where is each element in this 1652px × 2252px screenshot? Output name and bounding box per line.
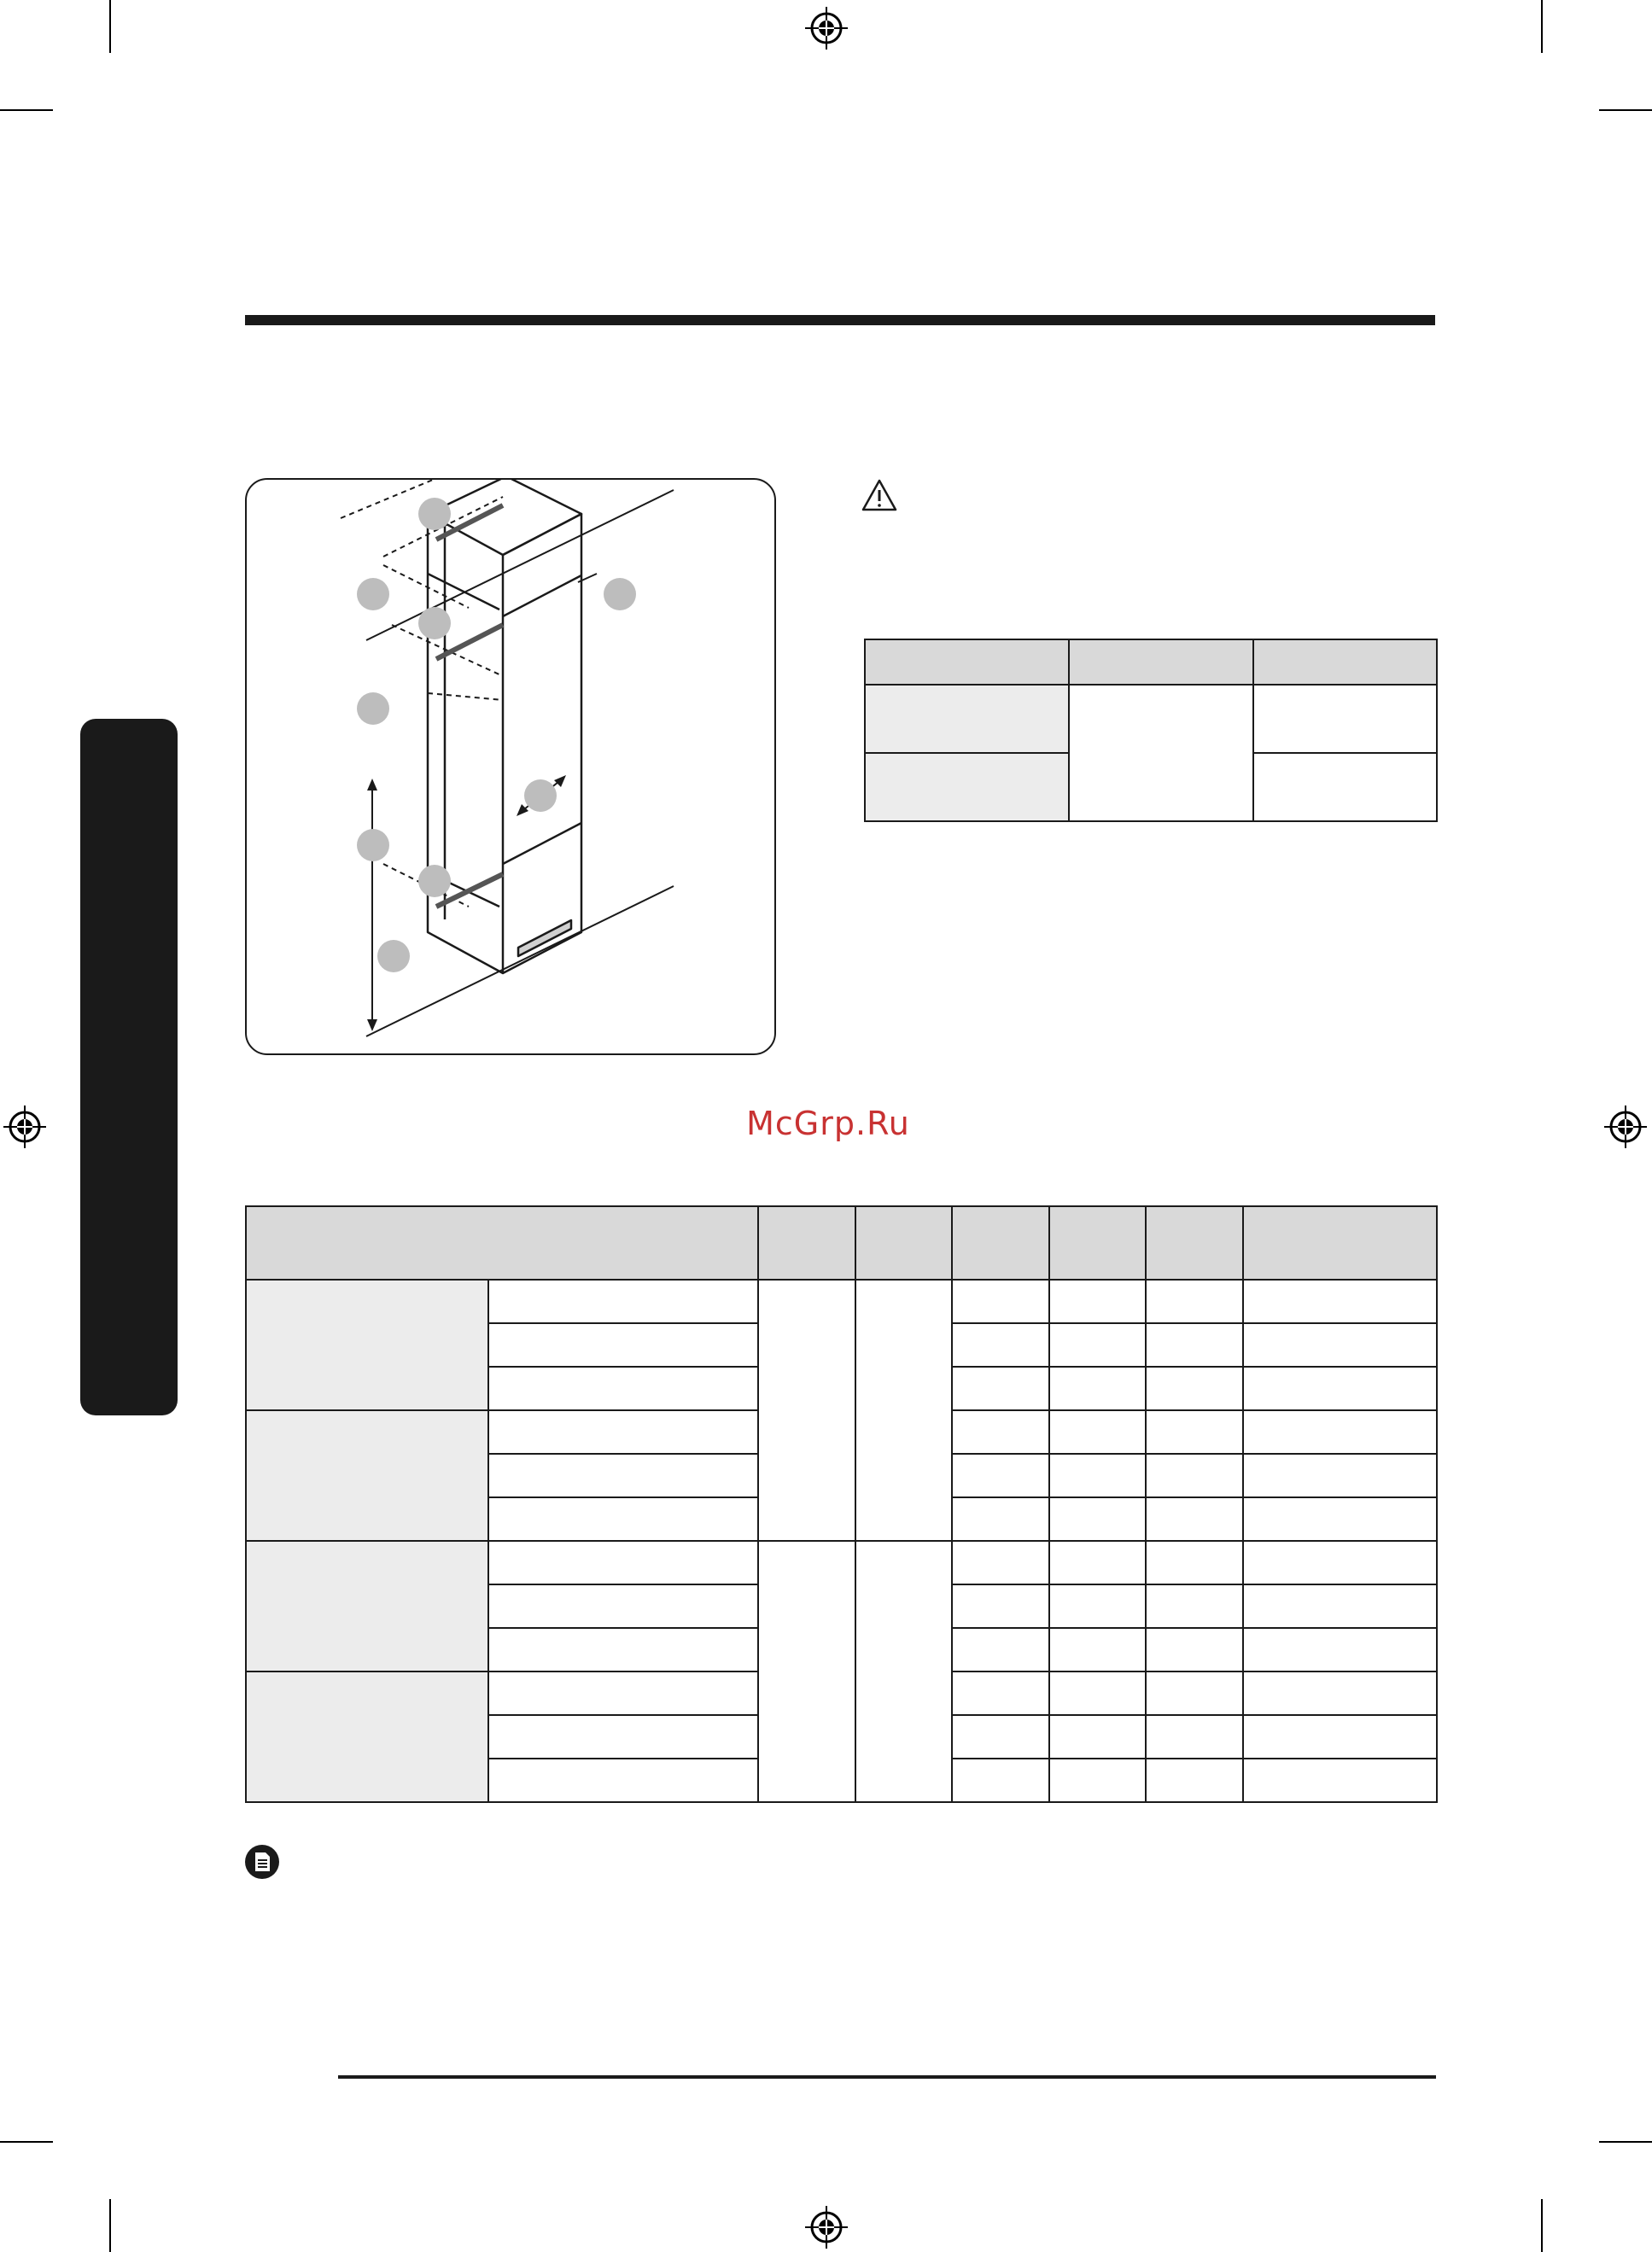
table-group-label (246, 1410, 488, 1541)
cabinet-diagram (247, 480, 774, 1053)
table-header-cell (1069, 639, 1253, 685)
registration-mark-icon (805, 7, 848, 50)
clearance-table (864, 639, 1438, 822)
registration-mark-icon (1604, 1106, 1647, 1148)
crop-mark-top-right-horizontal (1599, 109, 1652, 111)
table-group-label (246, 1541, 488, 1671)
crop-mark-top-right-vertical (1541, 0, 1543, 53)
table-header-cell (1243, 1206, 1437, 1280)
table-row-label (865, 753, 1069, 821)
table-header-cell (246, 1206, 758, 1280)
table-row-label (865, 685, 1069, 753)
watermark: McGrp.Ru (746, 1105, 910, 1142)
table-header-cell (758, 1206, 855, 1280)
crop-mark-top-left-horizontal (0, 109, 53, 111)
crop-mark-bottom-left-vertical (109, 2199, 111, 2252)
registration-mark-icon (805, 2206, 848, 2249)
table-header-cell (952, 1206, 1049, 1280)
table-header-cell (1146, 1206, 1243, 1280)
table-row (246, 1541, 1437, 1584)
table-group-label (246, 1280, 488, 1410)
crop-mark-top-left-vertical (109, 0, 111, 53)
chapter-side-tab (80, 719, 178, 1415)
table-cell (1069, 685, 1253, 821)
crop-mark-bottom-left-horizontal (0, 2141, 53, 2143)
table-header-cell (1253, 639, 1437, 685)
table-header-cell (865, 639, 1069, 685)
table-group-label (246, 1671, 488, 1802)
table-cell (1253, 685, 1437, 753)
header-rule (245, 315, 1435, 325)
crop-mark-bottom-right-horizontal (1599, 2141, 1652, 2143)
table-header-cell (855, 1206, 952, 1280)
installation-dimensions-figure (245, 478, 776, 1055)
table-header-cell (1049, 1206, 1146, 1280)
registration-mark-icon (3, 1106, 46, 1148)
table-row (246, 1280, 1437, 1323)
note-document-icon (244, 1844, 280, 1880)
crop-mark-bottom-right-vertical (1541, 2199, 1543, 2252)
table-cell (1253, 753, 1437, 821)
dimensions-table (245, 1205, 1438, 1803)
warning-triangle-icon (861, 478, 898, 512)
footer-rule (338, 2075, 1436, 2079)
